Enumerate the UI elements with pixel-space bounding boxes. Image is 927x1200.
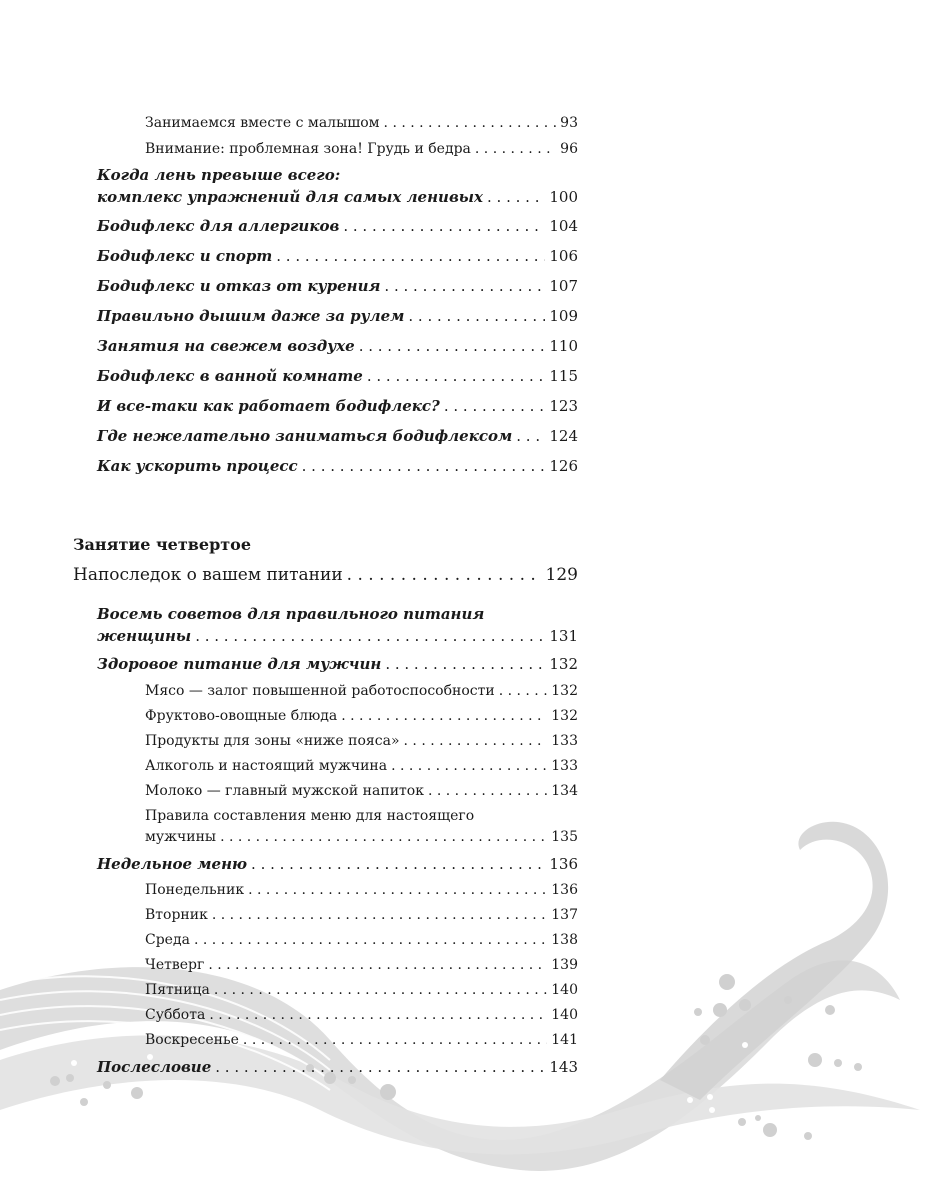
toc-entry-title: Занимаемся вместе с малышом — [145, 115, 380, 131]
dot-leader — [220, 826, 547, 848]
toc-page-number: 124 — [549, 427, 578, 445]
toc-entry-title: Здоровое питание для мужчин — [97, 655, 382, 673]
toc-entry-title: Где нежелательно заниматься бодифлексом — [97, 427, 513, 445]
dot-leader — [212, 904, 547, 926]
toc-entry-title: Пятница — [145, 982, 210, 998]
toc-entry[interactable] — [97, 335, 578, 357]
dot-leader — [384, 112, 557, 134]
toc-page-number: 96 — [560, 141, 578, 157]
toc-entry-title: Мясо — залог повышенной работоспособности — [145, 683, 495, 699]
toc-page-number: 110 — [549, 337, 578, 355]
toc-entry[interactable] — [97, 425, 578, 447]
toc-page-number: 100 — [549, 188, 578, 206]
toc-entry-title: Вторник — [145, 907, 208, 923]
toc-entry-title: Фруктово-овощные блюда — [145, 708, 338, 724]
dot-leader — [302, 455, 546, 477]
toc-page-number: 140 — [551, 982, 578, 998]
toc-page-number: 138 — [551, 932, 578, 948]
dot-leader — [367, 365, 546, 387]
dot-leader — [194, 929, 547, 951]
toc-entry[interactable] — [145, 904, 578, 926]
toc-entry-title: Среда — [145, 932, 190, 948]
toc-entry-title: Бодифлекс в ванной комнате — [97, 367, 363, 385]
toc-page-number: 132 — [549, 655, 578, 673]
dot-leader — [359, 335, 546, 357]
dot-leader — [343, 215, 545, 237]
dot-leader — [347, 564, 542, 586]
toc-page-number: 137 — [551, 907, 578, 923]
toc-entry-title: Напоследок о вашем питании — [73, 565, 343, 585]
dot-leader — [384, 275, 545, 297]
toc-page-number: 132 — [551, 708, 578, 724]
toc-entry[interactable] — [97, 653, 578, 675]
dot-leader — [475, 138, 556, 160]
toc-page-number: 104 — [549, 217, 578, 235]
toc-entry[interactable] — [97, 455, 578, 477]
toc-page-number: 123 — [549, 397, 578, 415]
toc-page-number: 135 — [551, 829, 578, 845]
toc-entry-title: женщины — [97, 627, 192, 645]
toc-entry[interactable] — [145, 730, 578, 752]
toc-entry[interactable] — [97, 245, 578, 267]
toc-page-number: 133 — [551, 758, 578, 774]
toc-page-number: 136 — [549, 855, 578, 873]
dot-leader — [341, 705, 547, 727]
toc-entry-title: Бодифлекс и спорт — [97, 247, 273, 265]
toc-entry-title: Молоко — главный мужской напиток — [145, 783, 424, 799]
toc-entry[interactable] — [145, 780, 578, 802]
toc-entry[interactable] — [145, 1029, 578, 1051]
dot-leader — [251, 853, 545, 875]
toc-entry[interactable] — [97, 186, 578, 208]
toc-entry-title: Бодифлекс для аллергиков — [97, 217, 340, 235]
dot-leader — [248, 879, 547, 901]
toc-entry[interactable] — [145, 826, 578, 848]
dot-leader — [408, 305, 545, 327]
toc-entry-title: Понедельник — [145, 882, 245, 898]
toc-entry[interactable] — [145, 755, 578, 777]
toc-entry-title: Воскресенье — [145, 1032, 239, 1048]
toc-entry-title: Как ускорить процесс — [97, 457, 298, 475]
toc-entry-title: Недельное меню — [97, 855, 248, 873]
toc-entry-title: Послесловие — [97, 1058, 212, 1076]
toc-entry[interactable] — [97, 305, 578, 327]
dot-leader — [209, 1004, 547, 1026]
toc-entry-title: Внимание: проблемная зона! Грудь и бедра — [145, 141, 471, 157]
dot-leader — [195, 625, 545, 647]
toc-entry[interactable] — [145, 879, 578, 901]
toc-page-number: 140 — [551, 1007, 578, 1023]
dot-leader — [215, 1056, 545, 1078]
toc-page-number: 133 — [551, 733, 578, 749]
dot-leader — [487, 186, 545, 208]
toc-page-number: 143 — [549, 1058, 578, 1076]
toc-page-number: 136 — [551, 882, 578, 898]
toc-entry[interactable] — [145, 138, 578, 160]
dot-leader — [214, 979, 547, 1001]
toc-page-number: 139 — [551, 957, 578, 973]
toc-entry-title: Бодифлекс и отказ от курения — [97, 277, 381, 295]
toc-entry-title: Четверг — [145, 957, 205, 973]
toc-page-number: 129 — [545, 565, 578, 585]
toc-entry-title: Алкоголь и настоящий мужчина — [145, 758, 388, 774]
dot-leader — [385, 653, 545, 675]
toc-page-number: 115 — [549, 367, 578, 385]
toc-page-number: 109 — [549, 307, 578, 325]
toc-entry-title: комплекс упражнений для самых ленивых — [97, 188, 484, 206]
toc-entry-title: Занятия на свежем воздухе — [97, 337, 355, 355]
toc-entry[interactable] — [97, 365, 578, 387]
toc-entry[interactable] — [97, 853, 578, 875]
toc-entry[interactable] — [145, 954, 578, 976]
toc-entry[interactable] — [145, 929, 578, 951]
toc-entry-title-line: Правила составления меню для настоящего — [145, 808, 475, 824]
toc-page-number: 134 — [551, 783, 578, 799]
dot-leader — [243, 1029, 547, 1051]
toc-entry-title: И все-таки как работает бодифлекс? — [97, 397, 440, 415]
toc-entry[interactable] — [97, 625, 578, 647]
toc-page-number: 107 — [549, 277, 578, 295]
toc-page-number: 93 — [560, 115, 578, 131]
dot-leader — [516, 425, 545, 447]
toc-entry[interactable] — [73, 564, 578, 586]
toc-entry[interactable] — [145, 705, 578, 727]
toc-page-number: 106 — [549, 247, 578, 265]
dot-leader — [276, 245, 545, 267]
toc-page-number: 131 — [549, 627, 578, 645]
toc-page-number: 132 — [551, 683, 578, 699]
toc-entry[interactable] — [145, 112, 578, 134]
toc-entry-title: Правильно дышим даже за рулем — [97, 307, 405, 325]
toc-entry[interactable] — [145, 979, 578, 1001]
dot-leader — [208, 954, 547, 976]
dot-leader — [428, 780, 547, 802]
toc-entry[interactable] — [97, 1056, 578, 1078]
dot-leader — [404, 730, 548, 752]
toc-entry[interactable] — [145, 1004, 578, 1026]
dot-leader — [499, 680, 548, 702]
dot-leader — [391, 755, 547, 777]
toc-page-number: 141 — [551, 1032, 578, 1048]
toc-entry-title: Суббота — [145, 1007, 206, 1023]
toc-entry[interactable] — [97, 215, 578, 237]
toc-entry-title-line: Когда лень превыше всего: — [97, 166, 341, 184]
chapter-heading: Занятие четвертое — [73, 535, 252, 554]
toc-entry-title: мужчины — [145, 829, 217, 845]
toc-entry[interactable] — [97, 275, 578, 297]
toc-entry-title: Продукты для зоны «ниже пояса» — [145, 733, 400, 749]
toc-entry[interactable] — [97, 395, 578, 417]
toc-entry[interactable] — [145, 680, 578, 702]
toc-page-number: 126 — [549, 457, 578, 475]
dot-leader — [444, 395, 546, 417]
toc-entry-title-line: Восемь советов для правильного питания — [97, 605, 485, 623]
